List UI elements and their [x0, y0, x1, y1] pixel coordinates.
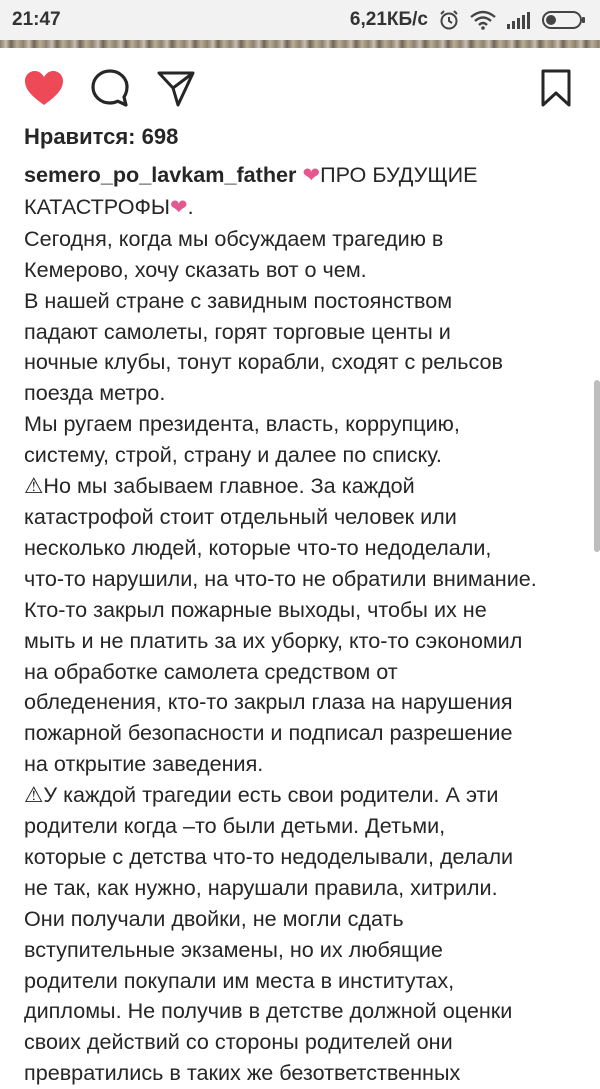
heart-emoji-icon: ❤ — [302, 164, 321, 187]
caption-text-line: своих действий со стороны родителей они — [24, 1029, 453, 1055]
caption-text-line: что-то нарушили, на что-то не обратили внимание. — [24, 565, 537, 591]
status-right — [350, 9, 586, 31]
caption-text-line: падают самолеты, горят торговые центы и — [24, 318, 451, 344]
caption-text-line: дипломы. Не получив в детстве должной оценки — [24, 998, 513, 1024]
caption-second-line — [24, 192, 584, 224]
signal-icon — [506, 11, 532, 29]
caption-text-line: несколько людей, которые что-то недоделали, — [24, 534, 492, 560]
status-time: 21:47 — [12, 9, 61, 30]
caption-text-line: ночные клубы, тонут корабли, сходят с рельсов — [24, 349, 503, 375]
caption-text-line: В нашей стране с завидным постоянством — [24, 287, 453, 313]
heart-emoji-icon: ❤ — [170, 195, 188, 219]
caption-text-line: пожарной безопасности и подписал разрешение — [24, 720, 513, 746]
caption-text-line: на обработке самолета средством от — [24, 658, 398, 684]
caption-title-part1: ПРО БУДУЩИЕ — [320, 162, 478, 187]
caption-text-line: не так, как нужно, нарушали правила, хитрили. — [24, 874, 498, 900]
caption-text-line: на открытие заведения. — [24, 751, 264, 777]
status-bar — [0, 0, 600, 40]
post-image-bottom-edge — [0, 40, 600, 48]
caption-username[interactable]: semero_po_lavkam_father — [24, 162, 297, 187]
caption-text-line: Кемерово, хочу сказать вот о чем. — [24, 256, 367, 282]
battery-icon — [542, 10, 586, 30]
caption-text-line: вступительные экзамены, но их любящие — [24, 936, 443, 962]
caption-text-line: Кто-то закрыл пожарные выходы, чтобы их не — [24, 596, 487, 622]
caption-text-line: Они получали двойки, не могли сдать — [24, 905, 404, 931]
comment-button[interactable] — [88, 66, 132, 110]
caption-text-line: Сегодня, когда мы обсуждаем трагедию в — [24, 225, 444, 251]
caption-text-line: Мы ругаем президента, власть, коррупцию, — [24, 411, 460, 437]
like-button[interactable] — [22, 66, 66, 110]
likes-count[interactable]: Нравится: 698 — [24, 124, 179, 149]
bookmark-icon — [540, 69, 572, 107]
post-caption — [24, 160, 584, 1089]
network-speed: 6,21КБ/с — [349, 9, 428, 30]
post-action-bar — [0, 48, 600, 128]
alarm-icon — [438, 9, 460, 31]
caption-text-line: мыть и не платить за их уборку, кто-то сэкономил — [24, 627, 523, 653]
heart-icon — [23, 69, 65, 107]
save-button[interactable] — [534, 66, 578, 110]
caption-title-end: . — [187, 193, 194, 219]
caption-text-line: ⚠У каждой трагедии есть свои родители. А эти — [24, 782, 499, 808]
scrollbar[interactable] — [594, 380, 600, 552]
caption-text-line: ⚠Но мы забываем главное. За каждой — [24, 473, 415, 499]
caption-text-line: обледенения, кто-то закрыл глаза на нарушения — [24, 689, 513, 715]
caption-first-line — [24, 160, 584, 192]
caption-text-line: катастрофой стоит отдельный человек или — [24, 503, 457, 529]
share-button[interactable] — [154, 66, 198, 110]
caption-text-line: систему, строй, страну и далее по списку. — [24, 442, 442, 468]
caption-text-line: родители когда –то были детьми. Детьми, — [24, 813, 446, 839]
wifi-icon — [470, 10, 496, 30]
caption-text-line: которые с детства что-то недоделывали, делали — [24, 843, 514, 869]
send-icon — [156, 68, 196, 108]
caption-text-line: родители покупали им места в институтах, — [24, 967, 455, 993]
caption-title-part2: КАТАСТРОФЫ — [24, 193, 171, 219]
caption-text-line: поезда метро. — [24, 380, 166, 406]
comment-icon — [90, 68, 130, 108]
caption-text-line: превратились в таких же безответственных — [24, 1060, 461, 1086]
